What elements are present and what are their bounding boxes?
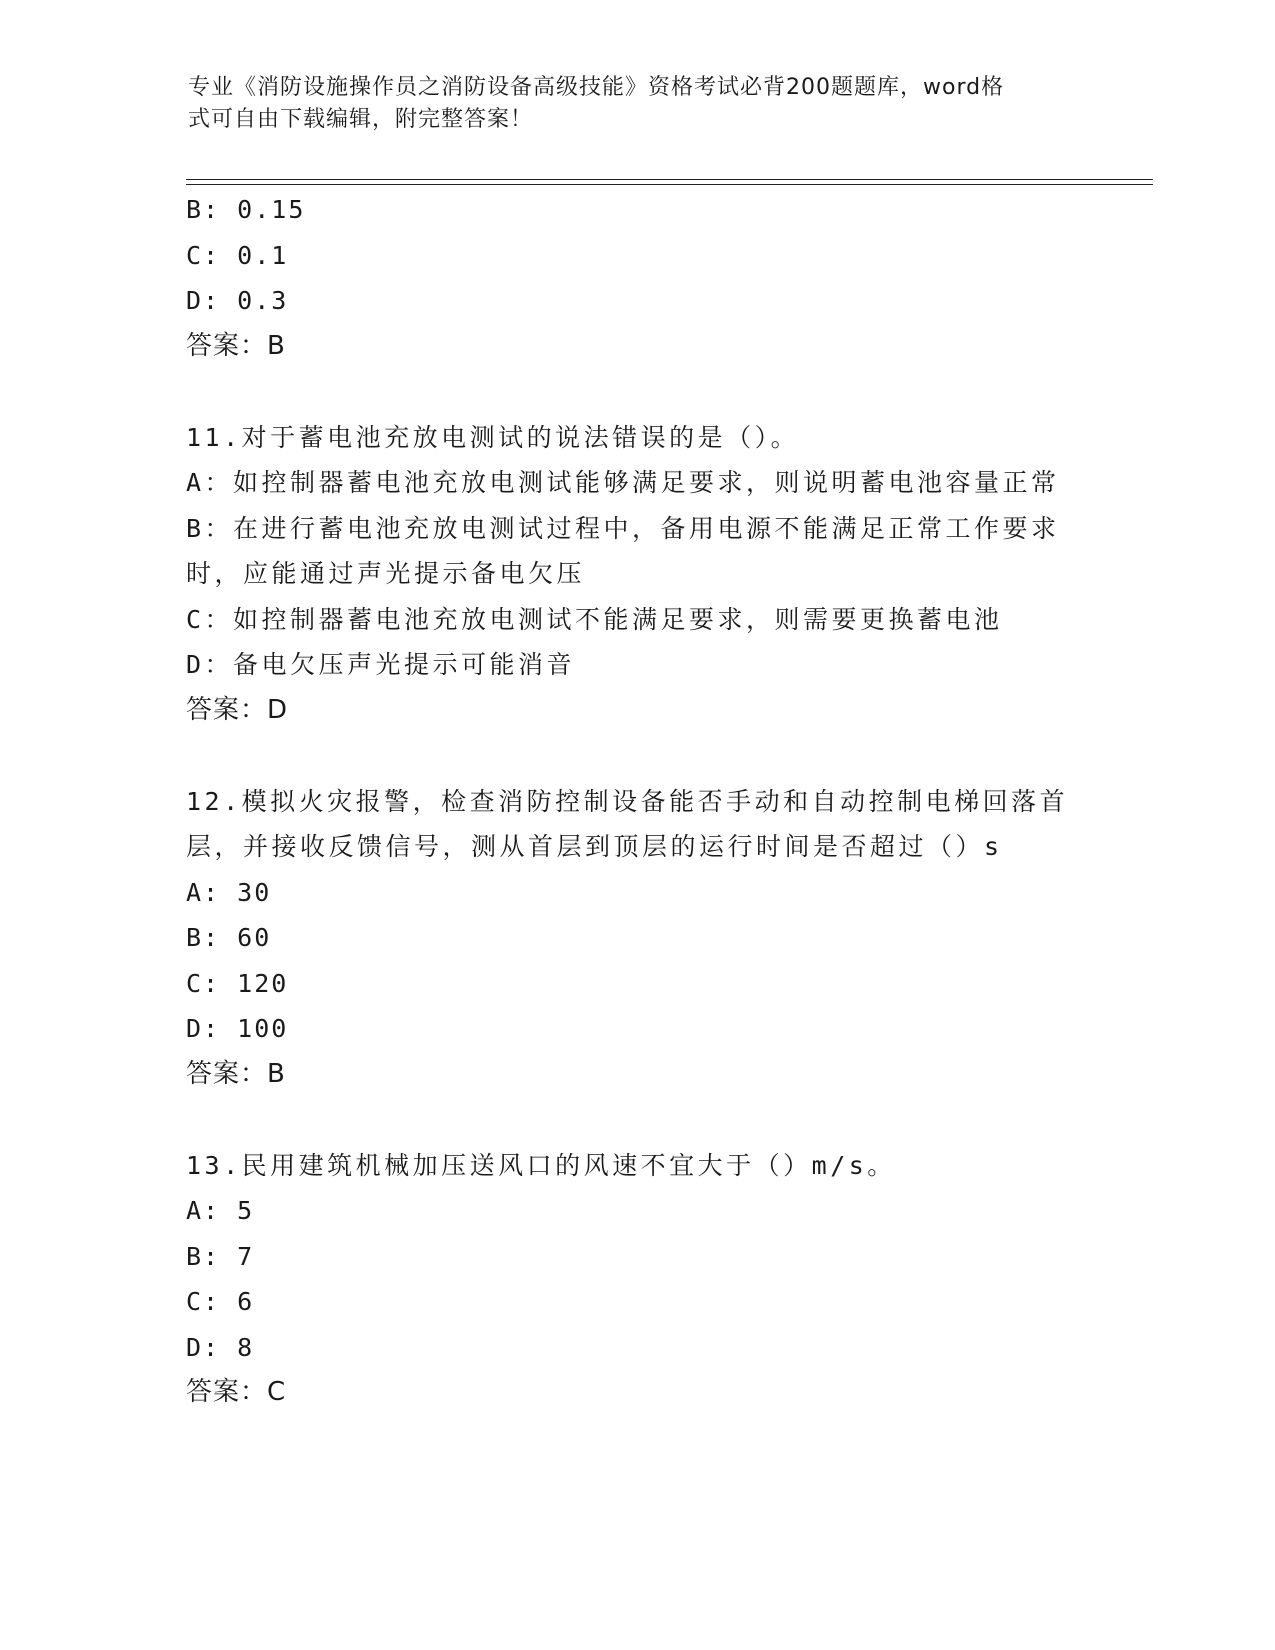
question-stem: 11.对于蓄电池充放电测试的说法错误的是（）。 xyxy=(186,422,800,452)
question-stem: 13.民用建筑机械加压送风口的风速不宜大于（）m/s。 xyxy=(186,1150,896,1180)
question-10-tail xyxy=(186,187,1086,369)
answer: 答案：D xyxy=(186,694,289,725)
answer: 答案：B xyxy=(186,1058,286,1089)
document-header xyxy=(188,72,1068,136)
header-line-2: 式可自由下载编辑，附完整答案！ xyxy=(188,107,534,132)
option-c: C: 120 xyxy=(186,968,289,998)
question-13 xyxy=(186,1143,1086,1416)
option-a: A：如控制器蓄电池充放电测试能够满足要求，则说明蓄电池容量正常 xyxy=(186,468,1060,497)
option-a: A: 5 xyxy=(186,1196,255,1225)
option-c: C: 6 xyxy=(186,1287,255,1316)
question-11 xyxy=(186,415,1086,734)
option-b: B: 7 xyxy=(186,1241,255,1271)
option-c: C: 0.1 xyxy=(186,240,289,270)
answer: 答案：B xyxy=(186,330,286,361)
option-d: D: 0.3 xyxy=(186,286,289,315)
spacer xyxy=(186,369,1086,415)
question-12 xyxy=(186,779,1086,1098)
question-list xyxy=(186,187,1086,1416)
option-c: C：如控制器蓄电池充放电测试不能满足要求，则需要更换蓄电池 xyxy=(186,604,1003,634)
option-b-continued: 时，应能通过声光提示备电欠压 xyxy=(186,559,586,588)
question-stem: 12.模拟火灾报警，检查消防控制设备能否手动和自动控制电梯回落首 xyxy=(186,786,1069,816)
option-b: B：在进行蓄电池充放电测试过程中，备用电源不能满足正常工作要求 xyxy=(186,513,1060,543)
header-line-1: 专业《消防设施操作员之消防设备高级技能》资格考试必背200题题库，word格 xyxy=(188,75,1005,100)
spacer xyxy=(186,1097,1086,1143)
answer: 答案：C xyxy=(186,1377,287,1407)
header-divider-bottom xyxy=(186,184,1153,185)
option-b: B: 0.15 xyxy=(186,195,306,224)
option-d: D: 8 xyxy=(186,1332,255,1362)
header-divider-top xyxy=(186,179,1153,180)
option-d: D：备电欠压声光提示可能消音 xyxy=(186,650,576,679)
option-b: B: 60 xyxy=(186,923,272,952)
option-a: A: 30 xyxy=(186,877,272,907)
question-stem-continued: 层，并接收反馈信号，测从首层到顶层的运行时间是否超过（）s xyxy=(186,832,1003,861)
option-d: D: 100 xyxy=(186,1014,289,1043)
spacer xyxy=(186,733,1086,779)
